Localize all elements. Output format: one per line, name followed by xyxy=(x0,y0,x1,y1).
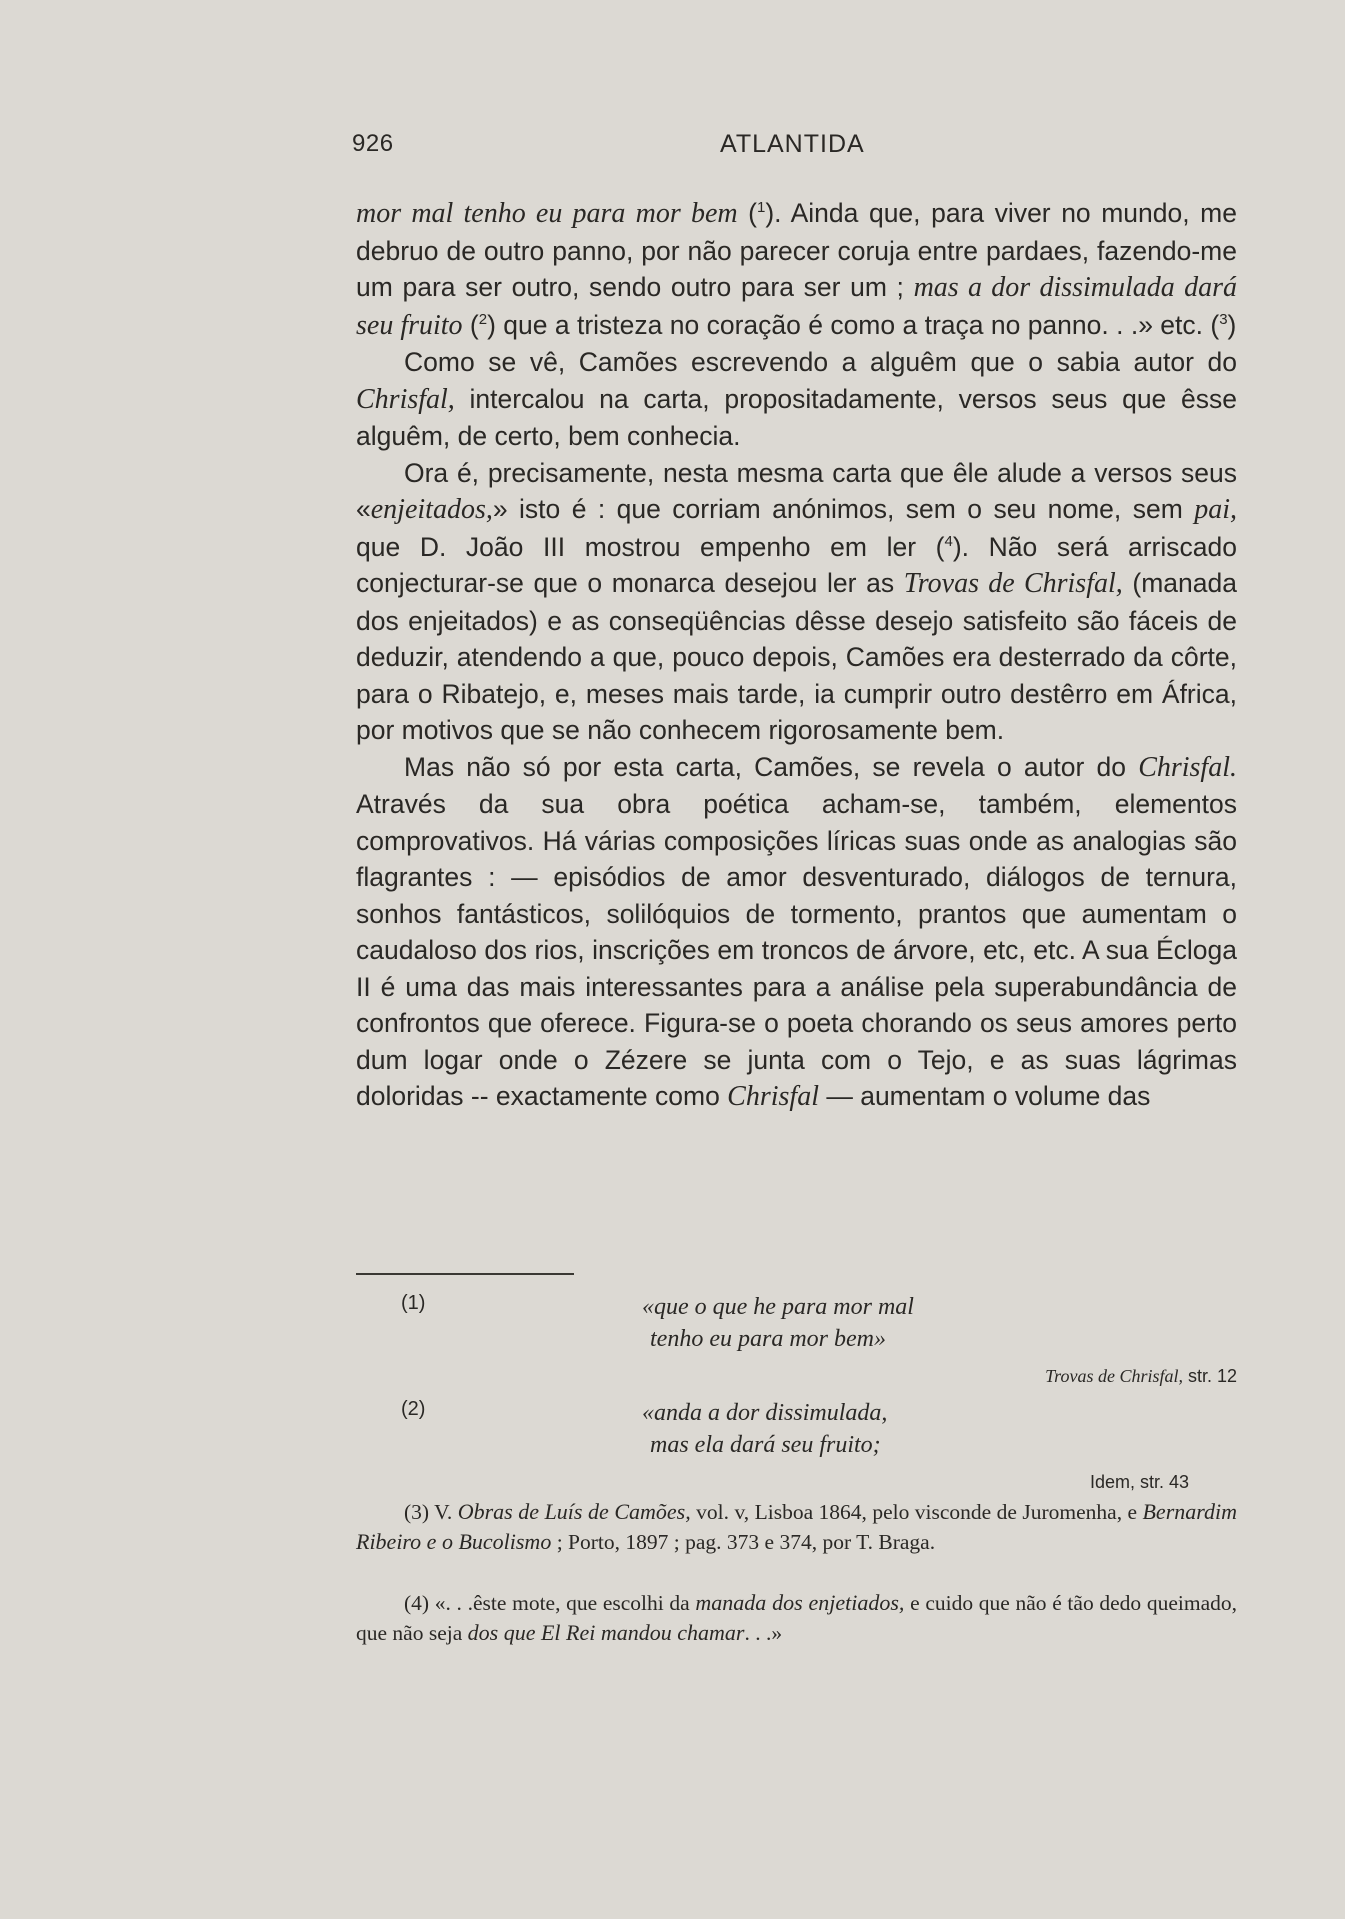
page-number: 926 xyxy=(352,130,394,157)
italic-quote: mor mal tenho eu para mor bem xyxy=(356,198,738,229)
footnote-mark: (1) xyxy=(401,1292,426,1314)
text-run: Ora é, precisamente, nesta mesma carta que êle alude a versos seus « xyxy=(356,457,1237,524)
text-run: que D. João III mostrou empenho em ler xyxy=(356,531,936,562)
footnote-mark: (2) xyxy=(401,1398,426,1420)
text-run: — aumentam o volume das xyxy=(818,1081,1151,1111)
text-run: que a tristeza no coração é como a traça no panno. . .» etc. xyxy=(495,309,1211,340)
italic-title: Chrisfal. xyxy=(1138,751,1237,783)
italic-word: pai, xyxy=(1194,494,1237,525)
text-run: ; Porto, 1897 ; pag. 373 e 374, por T. Braga. xyxy=(551,1530,936,1554)
verse-line: mas ela dará seu fruito; xyxy=(650,1432,881,1458)
text-run: » isto é : que corriam anónimos, sem o seu nome, sem xyxy=(492,494,1195,524)
verse-source xyxy=(1045,1366,1237,1387)
text-run: . Não será arriscado conjecturar-se que o monarca desejou ler as xyxy=(356,531,1237,598)
paragraph-4 xyxy=(356,749,1237,1116)
page-header xyxy=(352,130,1239,164)
footnote-mark: (3) xyxy=(404,1500,430,1524)
verse-line: «que o que he para mor mal xyxy=(642,1294,914,1320)
footnote-separator xyxy=(356,1273,574,1275)
footnote-3 xyxy=(356,1497,1237,1557)
text-run: Como se vê, Camões escrevendo a alguêm que o sabia autor do xyxy=(404,347,1237,377)
paragraph-3: Ora é, precisamente, nesta mesma carta que êle alude a versos seus «enjeitados,» isto é : que corriam anónimos, sem o seu nome, sem pai, que D. João III mostrou empenho em ler ($^4$). Não será arriscado conjecturar-se que o monarca desejou ler as Trovas de Chrisfal, (manada dos enjeitados) e as conseqüências dêsse desejo satisfeito são fáceis de deduzir, atendendo a que, pouco depois, Camões era desterrado da côrte, para o Ribatejo, e, meses mais tarde, ia cumprir outro destêrro em África, por motivos que se não conhecem rigorosamente bem. xyxy=(356,457,1238,745)
text-run: V. xyxy=(429,1500,458,1524)
italic-title: Obras de Luís de Camões, xyxy=(457,1499,691,1524)
footnote-2 xyxy=(356,1398,1237,1492)
italic-phrase: dos que El Rei mandou chamar xyxy=(467,1620,745,1645)
source-title: Trovas de Chrisfal, xyxy=(1045,1366,1183,1386)
footnote-4 xyxy=(356,1588,1237,1648)
text-run: (manada dos enjeitados) e as conseqüências dêsse desejo satisfeito são fáceis de deduzir, atendendo a que, pouco depois, Camões era desterrado da côrte, para o Ribatejo, e, meses mais tarde, ia cumprir outro destêrro em África, por motivos que se não conhecem rigorosamente bem. xyxy=(356,568,1238,745)
footnote-ref: 1 xyxy=(756,199,766,217)
verse-line: tenho eu para mor bem» xyxy=(650,1326,886,1352)
footnote-ref: 3 xyxy=(1219,310,1228,328)
text-run: Através da sua obra poética acham-se, também, elementos comprovativos. Há várias composições líricas suas onde as analogias são flagrantes : — episódios de amor desventurado, diálogos de ternura, sonhos fantásticos, solilóquios de tormento, prantos que aumentam o caudaloso dos rios, inscrições em troncos de árvore, etc, etc. A sua Écloga II é uma das mais interessantes para a análise pela superabundância de confrontos que oferece. Figura-se o poeta chorando os seus amores perto dum logar onde o Zézere se junta com o Tejo, e as suas lágrimas doloridas -- exactamente como xyxy=(356,789,1237,1111)
text-run: . . .» xyxy=(744,1621,783,1645)
footnote-ref: 4 xyxy=(944,532,953,550)
text-run: Mas não só por esta carta, Camões, se revela o autor do xyxy=(404,751,1139,782)
running-title: ATLANTIDA xyxy=(720,130,865,158)
verse-source: Idem, str. 43 xyxy=(1089,1472,1189,1492)
italic-phrase: manada dos enjetiados, xyxy=(695,1590,905,1615)
italic-word: enjeitados, xyxy=(370,494,493,525)
italic-title: Trovas de Chrisfal, xyxy=(903,568,1123,599)
text-run: e cuido que não é tão dedo queimado, que não seja xyxy=(356,1591,1238,1645)
paragraph-2 xyxy=(356,344,1237,455)
verse-line: «anda a dor dissimulada, xyxy=(642,1400,888,1426)
body-text xyxy=(356,195,1237,1116)
footnote-mark: (4) xyxy=(404,1591,430,1615)
italic-title: Chrisfal, xyxy=(356,383,455,415)
footnote-ref: 2 xyxy=(478,310,488,328)
text-run: «. . .êste mote, que escolhi da xyxy=(429,1591,696,1615)
italic-quote: mas a dor dissimulada dará seu fruito xyxy=(356,272,1237,341)
text-run: vol. v, Lisboa 1864, pelo visconde de Juromenha, e xyxy=(690,1500,1143,1524)
footnote-1 xyxy=(356,1292,1237,1386)
text-run: . Ainda que, para viver no mundo, me debruo de outro panno, por não parecer coruja entre pardaes, fazendo-me um para ser outro, sendo outro para ser um ; xyxy=(356,198,1237,302)
source-ref: str. 12 xyxy=(1182,1366,1237,1386)
italic-title: Bernardim Ribeiro e o Bucolismo xyxy=(356,1499,1237,1554)
text-run: intercalou na carta, propositadamente, versos seus que êsse alguêm, de certo, bem conhecia. xyxy=(356,383,1237,451)
italic-title: Chrisfal xyxy=(727,1081,819,1112)
paragraph-1: mor mal tenho eu para mor bem ($^1$). Ainda que, para viver no mundo, me debruo de outro panno, por não parecer coruja entre pardaes, fazendo-me um para ser outro, sendo outro para ser um ; mas a dor dissimulada dará seu fruito ($^2$) que a tristeza no coração é como a traça no panno. . .» etc. ($^3$) xyxy=(356,198,1237,341)
